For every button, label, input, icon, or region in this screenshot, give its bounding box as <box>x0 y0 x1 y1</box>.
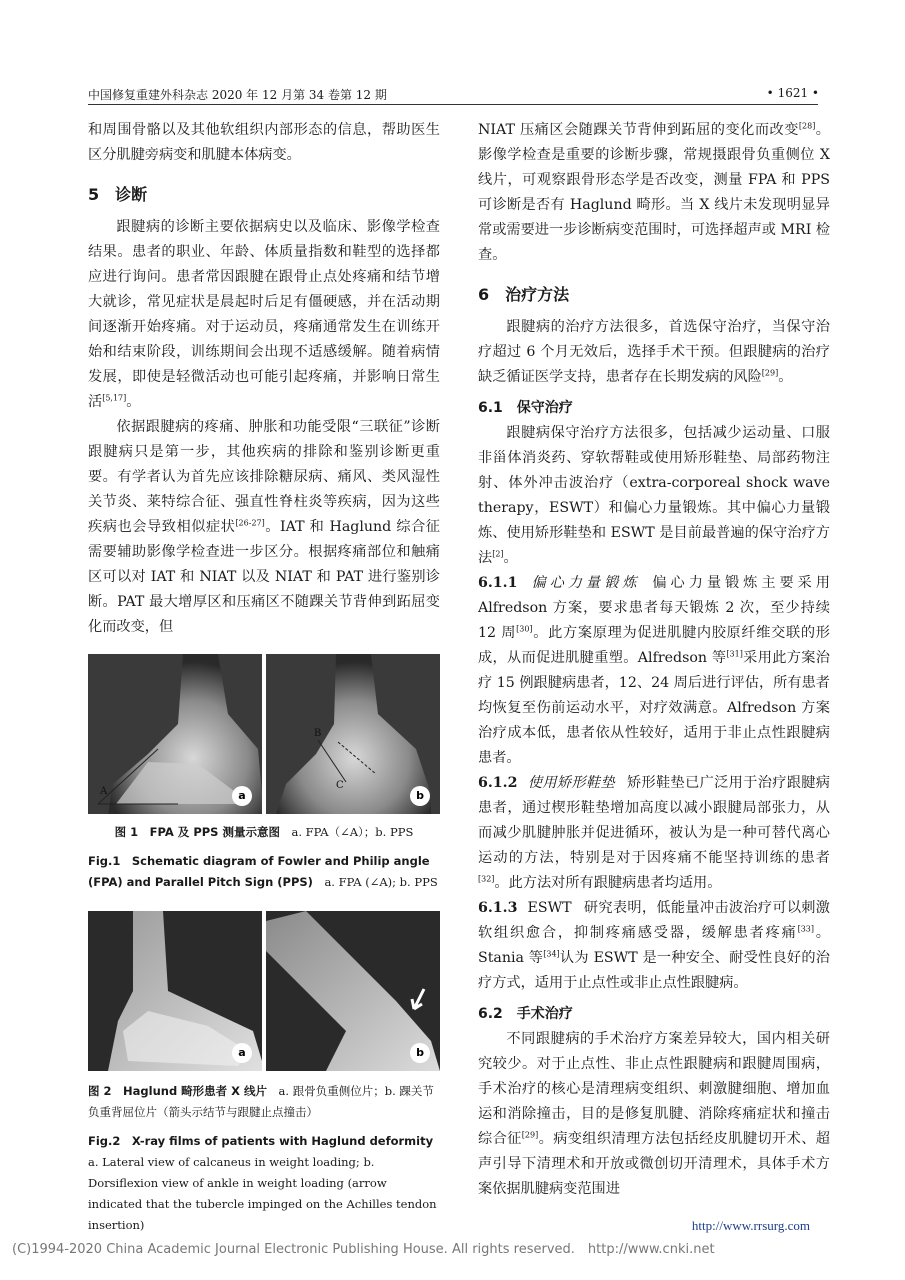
right-column <box>478 118 830 1202</box>
angle-marker-A: A <box>100 786 108 797</box>
paragraph-6-1-2: 6.1.2 使用矫形鞋垫 矫形鞋垫已广泛用于治疗跟腱病患者，通过楔形鞋垫增加高度以减小跟腱局部张力，从而减少肌腱肿胀并促进循环，被认为是一种可替代离心运动的方法，特别是对于因疼痛不能坚持训练的患者[32]。此方法对所有跟腱病患者均适用。 <box>478 775 830 891</box>
subsection-heading-6-1: 6.1 保守治疗 <box>478 400 573 416</box>
figure-1 <box>88 654 440 814</box>
panel-label: b <box>410 786 430 806</box>
figure-2-caption-zh: 图 2 Haglund 畸形患者 X 线片 a. 跟骨负重侧位片；b. 踝关节负重背屈位片（箭头示结节与跟腱止点撞击） <box>88 1084 434 1119</box>
subsection-heading-6-2: 6.2 手术治疗 <box>478 1006 573 1022</box>
section-heading-5: 5 诊断 <box>88 185 148 204</box>
paragraph: 跟腱病的诊断主要依据病史以及临床、影像学检查结果。患者的职业、年龄、体质量指数和鞋型的选择都应进行询问。患者常因跟腱在跟骨止点处疼痛和结节增大就诊，常见症状是晨起时后足有僵硬感，并在活动期间逐渐开始疼痛。对于运动员，疼痛通常发生在训练开始和结束阶段，训练期间会出现不适感缓解。随着病情发展，即使是轻微活动也可能引起疼痛，并影响日常生活[5,17]。 <box>88 219 440 410</box>
figure-2 <box>88 911 440 1071</box>
paragraph-6-1-3: 6.1.3 ESWT 研究表明，低能量冲击波治疗可以刺激软组织愈合，抑制疼痛感受器，缓解患者疼痛[33]。Stania 等[34]认为 ESWT 是一种安全、耐受性良好的治疗方式，适用于止点性或非止点性跟腱病。 <box>478 900 830 991</box>
section-heading-6: 6 治疗方法 <box>478 285 570 304</box>
paragraph: 不同跟腱病的手术治疗方案差异较大，国内相关研究较少。对于止点性、非止点性跟腱病和跟腱周围病，手术治疗的核心是清理病变组织、刺激腱细胞、增加血运和消除撞击，目的是修复肌腱、消除疼痛症状和撞击综合征[29]。病变组织清理方法包括经皮肌腱切开术、超声引导下清理术和开放或微创切开清理术，具体手术方案依据肌腱病变范围进 <box>478 1031 830 1197</box>
panel-label: b <box>410 1043 430 1063</box>
xray-image-2b <box>266 911 440 1071</box>
figure-1-caption-en: Fig.1 Schematic diagram of Fowler and Philip angle (FPA) and Parallel Pitch Sign (PPS) a. FPA (∠A); b. PPS <box>88 854 438 889</box>
paragraph: 依据跟腱病的疼痛、肿胀和功能受限“三联征”诊断跟腱病只是第一步，其他疾病的排除和鉴别诊断更重要。有学者认为首先应该排除糖尿病、痛风、类风湿性关节炎、莱特综合征、强直性脊柱炎等疾病，因为这些疾病也会导致相似症状[26-27]。IAT 和 Haglund 综合征需要辅助影像学检查进一步区分。根据疼痛部位和触痛区可以对 IAT 和 NIAT 以及 NIAT 和 PAT 进行鉴别诊断。PAT 最大增厚区和压痛区不随踝关节背伸到跖屈变化而改变，但 <box>88 419 440 635</box>
paragraph: NIAT 压痛区会随踝关节背伸到跖屈的变化而改变[28]。影像学检查是重要的诊断步骤，常规摄跟骨负重侧位 X 线片，可观察跟骨形态学是否改变，测量 FPA 和 PPS 可诊断是否有 Haglund 畸形。当 X 线片未发现明显异常或需要进一步诊断病变范围时，可选择超声或 MRI 检查。 <box>478 121 830 263</box>
left-column <box>88 118 440 1236</box>
paragraph: 和周围骨骼以及其他软组织内部形态的信息，帮助医生区分肌腱旁病变和肌腱本体病变。 <box>88 122 440 163</box>
figure-1-caption-zh: 图 1 FPA 及 PPS 测量示意图 a. FPA（∠A）；b. PPS <box>114 825 414 839</box>
xray-image-2a <box>88 911 262 1071</box>
journal-url[interactable]: http://www.rrsurg.com <box>691 1218 810 1233</box>
paragraph: 跟腱病的治疗方法很多，首选保守治疗，当保守治疗超过 6 个月无效后，选择手术干预。但跟腱病的治疗缺乏循证医学支持，患者存在长期发病的风险[29]。 <box>478 319 830 385</box>
journal-header: 中国修复重建外科杂志 2020 年 12 月第 34 卷第 12 期 <box>88 88 387 102</box>
panel-label: a <box>232 1043 252 1063</box>
marker-C: C <box>336 780 344 791</box>
header-rule <box>88 104 818 105</box>
xray-image-1a <box>88 654 262 814</box>
marker-B: B <box>314 728 322 739</box>
xray-image-1b <box>266 654 440 814</box>
figure-2-caption-en: Fig.2 X-ray films of patients with Haglund deformity a. Lateral view of calcaneus in weight loading; b. Dorsiflexion view of ankle in weight loading (arrow indicated that the tubercle impinged on the Achilles tendon insertion) <box>88 1134 437 1232</box>
paragraph: 跟腱病保守治疗方法很多，包括减少运动量、口服非甾体消炎药、穿软帮鞋或使用矫形鞋垫、局部药物注射、体外冲击波治疗（extra-corporeal shock wave therapy，ESWT）和偏心力量锻炼。其中偏心力量锻炼、使用矫形鞋垫和 ESWT 是目前最普遍的保守治疗方法[2]。 <box>478 425 830 566</box>
panel-label: a <box>232 786 252 806</box>
page-number: • 1621 • <box>766 86 819 100</box>
paragraph-6-1-1: 6.1.1 偏心力量锻炼 偏心力量锻炼主要采用 Alfredson 方案，要求患者每天锻炼 2 次，至少持续 12 周[30]。此方案原理为促进肌腱内胶原纤维交联的形成，从而促进肌腱重塑。Alfredson 等[31]采用此方案治疗 15 例跟腱病患者，12、24 周后进行评估，所有患者均恢复至伤前运动水平，对疗效满意。Alfredson 方案治疗成本低，患者依从性较好，适用于非止点性跟腱病患者。 <box>478 575 830 766</box>
